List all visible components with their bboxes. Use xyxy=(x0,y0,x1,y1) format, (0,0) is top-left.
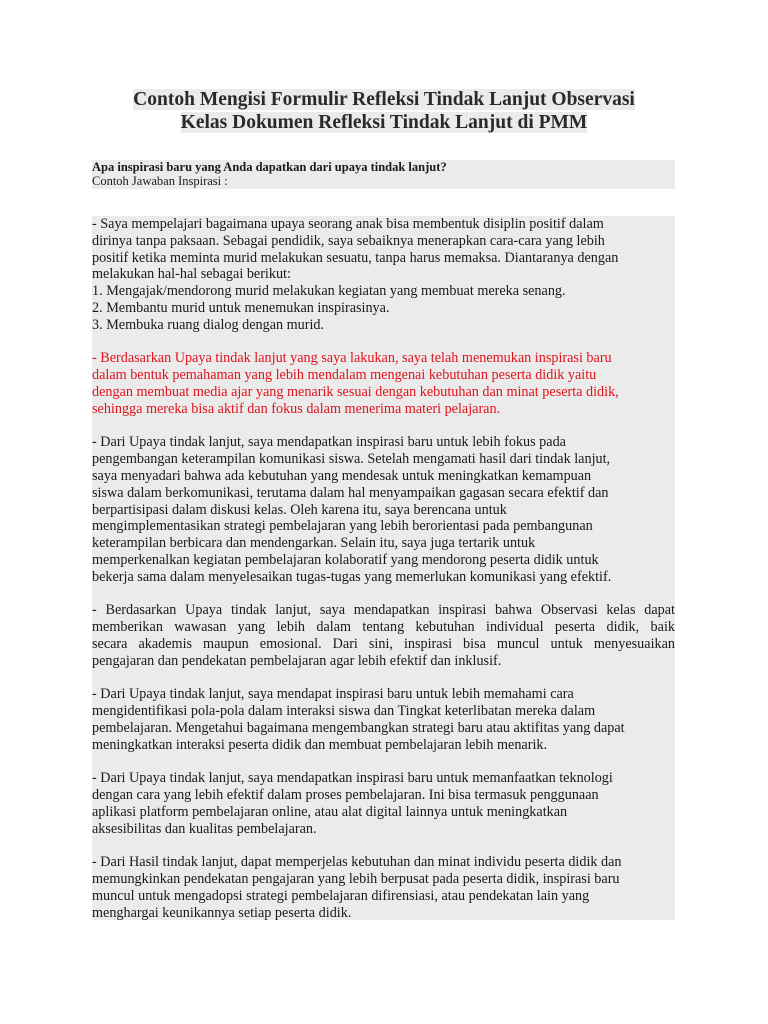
paragraph-line: dengan cara yang lebih efektif dalam proses pembelajaran. Ini bisa termasuk penggunaan xyxy=(92,787,599,804)
list-item: 2. Membantu murid untuk menemukan inspirasinya. xyxy=(92,299,390,316)
paragraph-line: positif ketika meminta murid melakukan sesuatu, tanpa harus memaksa. Diantaranya dengan xyxy=(92,249,619,266)
paragraph-line: menghargai keunikannya setiap peserta didik. xyxy=(92,904,352,921)
paragraph-line: - Dari Upaya tindak lanjut, saya mendapatkan inspirasi baru untuk lebih fokus pada xyxy=(92,434,566,451)
paragraph-line: meningkatkan interaksi peserta didik dan membuat pembelajaran lebih menarik. xyxy=(92,736,548,753)
paragraph-line: pengajaran dan pendekatan pembelajaran agar lebih efektif dan inklusif. xyxy=(92,652,502,669)
answer-paragraph-6 xyxy=(92,770,675,837)
answer-label: Contoh Jawaban Inspirasi : xyxy=(92,174,228,188)
list-item: 1. Mengajak/mendorong murid melakukan kegiatan yang membuat mereka senang. xyxy=(92,283,566,300)
paragraph-line: dalam bentuk pemahaman yang lebih mendalam mengenai kebutuhan peserta didik yaitu xyxy=(92,367,597,384)
paragraph-line: melakukan hal-hal sebagai berikut: xyxy=(92,266,291,283)
paragraph-line: muncul untuk mengadopsi strategi pembelajaran difirensiasi, atau pendekatan lain yang xyxy=(92,887,590,904)
paragraph-line: secara akademis maupun emosional. Dari sini, inspirasi bisa muncul untuk menyesuaikan xyxy=(92,635,675,652)
answer-paragraph-1 xyxy=(92,216,675,334)
answer-paragraph-7 xyxy=(92,854,675,921)
paragraph-line: - Dari Hasil tindak lanjut, dapat memperjelas kebutuhan dan minat individu peserta didik dan xyxy=(92,854,622,871)
paragraph-line: pengembangan keterampilan komunikasi siswa. Setelah mengamati hasil dari tindak lanjut, xyxy=(92,451,611,468)
answer-paragraph-4 xyxy=(92,602,675,669)
paragraph-line: dengan membuat media ajar yang menarik sesuai dengan kebutuhan dan minat peserta didik, xyxy=(92,383,619,400)
answer-paragraph-3 xyxy=(92,434,675,585)
paragraph-line: aplikasi platform pembelajaran online, atau alat digital lainnya untuk meningkatkan xyxy=(92,803,568,820)
list-item: 3. Membuka ruang dialog dengan murid. xyxy=(92,316,325,333)
paragraph-line: siswa dalam berkomunikasi, terutama dalam hal menyampaikan gagasan secara efektif dan xyxy=(92,484,609,501)
paragraph-line: memungkinkan pendekatan pengajaran yang lebih berpusat pada peserta didik, inspirasi baru xyxy=(92,871,620,888)
paragraph-line: pembelajaran. Mengetahui bagaimana mengembangkan strategi baru atau aktifitas yang dapat xyxy=(92,719,625,736)
answer-paragraph-2-highlighted xyxy=(92,350,675,417)
paragraph-line: keterampilan berbicara dan mendengarkan. Selain itu, saya juga tertarik untuk xyxy=(92,535,536,552)
question-block xyxy=(92,160,675,189)
paragraph-line: berpartisipasi dalam diskusi kelas. Oleh karena itu, saya berencana untuk xyxy=(92,501,507,518)
paragraph-line: bekerja sama dalam menyelesaikan tugas-tugas yang memerlukan komunikasi yang efektif. xyxy=(92,568,612,585)
paragraph-line: - Saya mempelajari bagaimana upaya seorang anak bisa membentuk disiplin positif dalam xyxy=(92,216,604,232)
paragraph-line: saya menyadari bahwa ada kebutuhan yang mendesak untuk meningkatkan kemampuan xyxy=(92,467,592,484)
paragraph-line: sehingga mereka bisa aktif dan fokus dalam menerima materi pelajaran. xyxy=(92,400,501,417)
paragraph-line: memberikan wawasan yang lebih dalam tentang kebutuhan individual peserta didik, baik xyxy=(92,619,675,636)
paragraph-line: mengidentifikasi pola-pola dalam interaksi siswa dan Tingkat keterlibatan mereka dalam xyxy=(92,703,596,720)
paragraph-line: - Dari Upaya tindak lanjut, saya mendapat inspirasi baru untuk lebih memahami cara xyxy=(92,686,574,703)
title-line-1: Contoh Mengisi Formulir Refleksi Tindak Lanjut Observasi xyxy=(133,89,635,110)
paragraph-line: dirinya tanpa paksaan. Sebagai pendidik, saya sebaiknya menerapkan cara-cara yang lebih xyxy=(92,232,605,249)
paragraph-line: - Berdasarkan Upaya tindak lanjut yang saya lakukan, saya telah menemukan inspirasi baru xyxy=(92,350,612,367)
title-line-2: Kelas Dokumen Refleksi Tindak Lanjut di PMM xyxy=(180,112,588,133)
paragraph-line: memperkenalkan kegiatan pembelajaran kolaboratif yang mendorong peserta didik untuk xyxy=(92,551,599,568)
paragraph-line: - Berdasarkan Upaya tindak lanjut, saya mendapatkan inspirasi bahwa Observasi kelas dapat xyxy=(92,602,675,619)
paragraph-line: - Dari Upaya tindak lanjut, saya mendapatkan inspirasi baru untuk memanfaatkan teknologi xyxy=(92,770,613,787)
paragraph-line: mengimplementasikan strategi pembelajaran yang lebih berorientasi pada pembangunan xyxy=(92,518,593,535)
question-text: Apa inspirasi baru yang Anda dapatkan dari upaya tindak lanjut? xyxy=(92,160,447,174)
answer-paragraph-5 xyxy=(92,686,675,753)
paragraph-line: aksesibilitas dan kualitas pembelajaran. xyxy=(92,820,317,837)
document-title xyxy=(92,88,676,134)
answers-section xyxy=(92,216,675,920)
